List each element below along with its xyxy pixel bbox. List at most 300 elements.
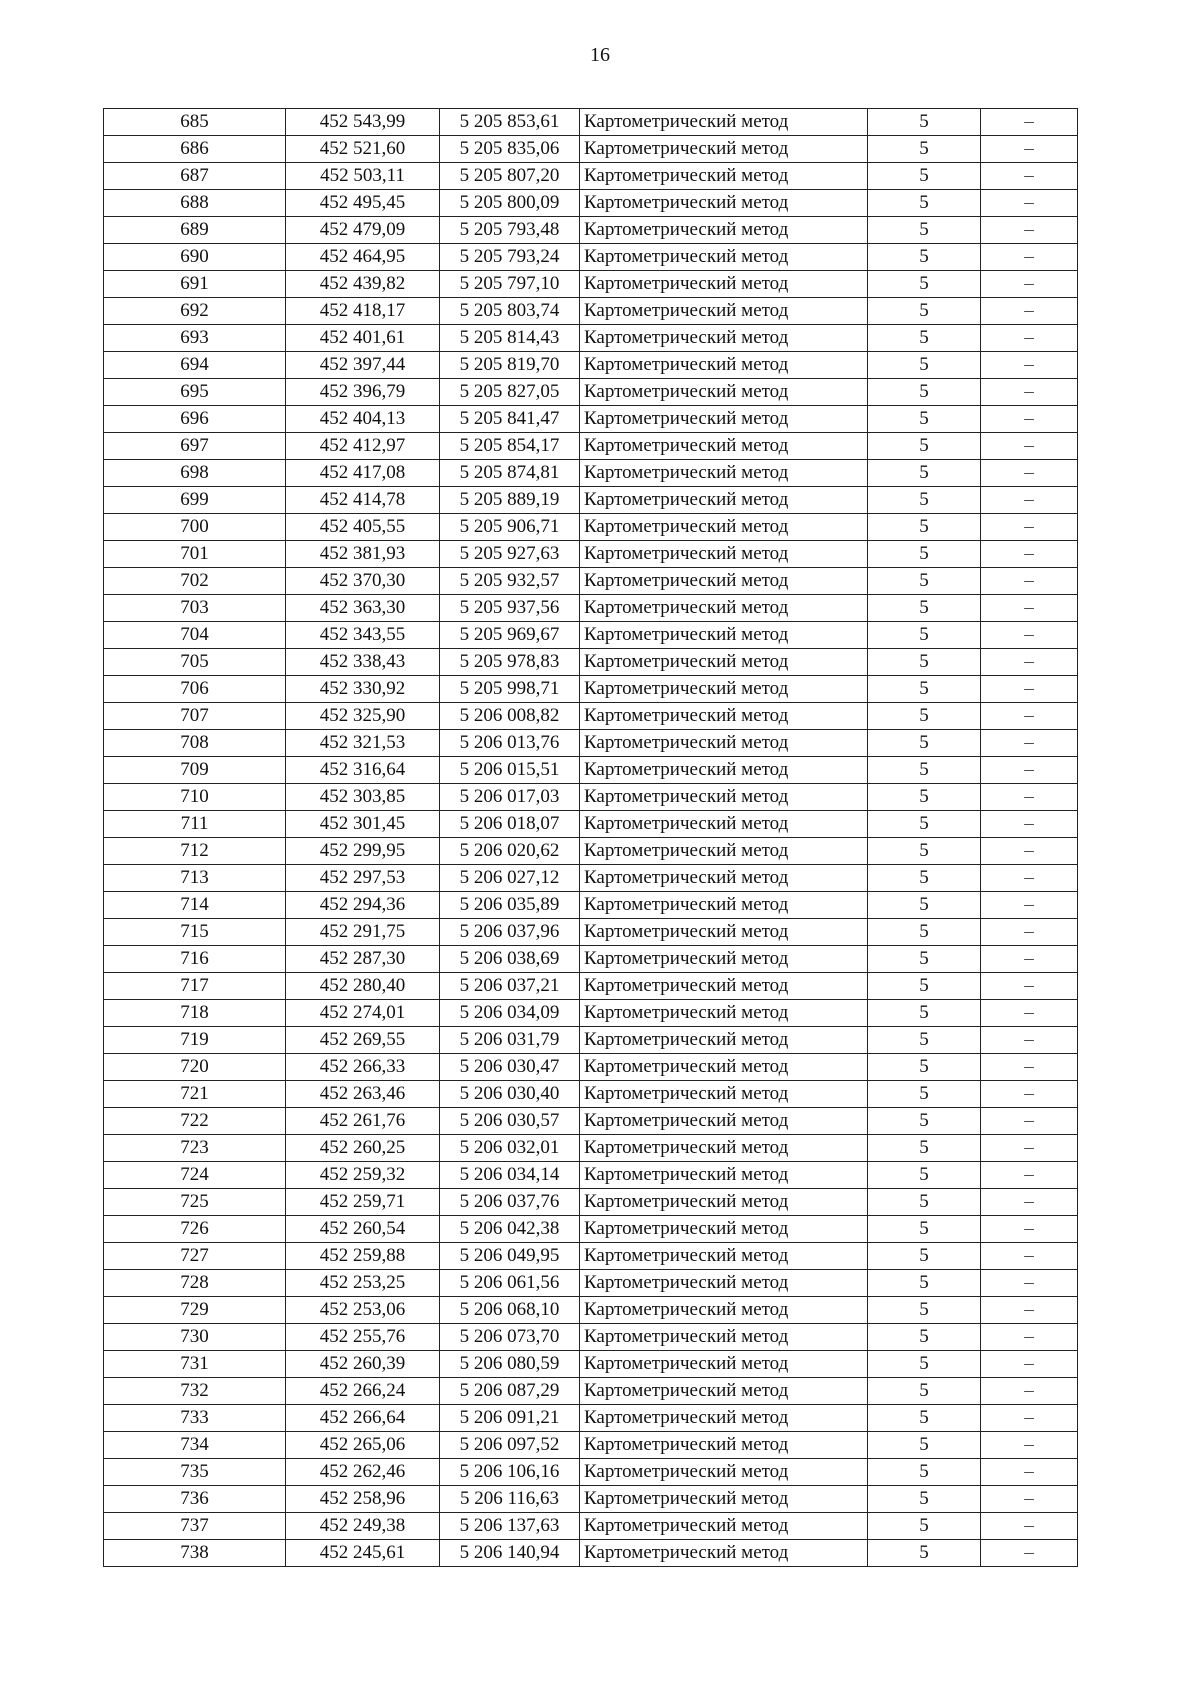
note-cell: – (981, 244, 1078, 271)
precision-cell: 5 (868, 1270, 981, 1297)
coordinate-y-cell: 5 205 793,24 (440, 244, 580, 271)
note-cell: – (981, 541, 1078, 568)
precision-cell: 5 (868, 1297, 981, 1324)
coordinate-y-cell: 5 206 037,96 (440, 919, 580, 946)
precision-cell: 5 (868, 1162, 981, 1189)
precision-cell: 5 (868, 1081, 981, 1108)
precision-cell: 5 (868, 487, 981, 514)
table-row (104, 1243, 1078, 1270)
coordinate-y-cell: 5 206 030,57 (440, 1108, 580, 1135)
note-cell: – (981, 1135, 1078, 1162)
method-cell: Картометрический метод (580, 1351, 868, 1378)
point-number-cell: 717 (104, 973, 286, 1000)
coordinate-x-cell: 452 316,64 (286, 757, 440, 784)
note-cell: – (981, 352, 1078, 379)
table-row (104, 514, 1078, 541)
precision-cell: 5 (868, 190, 981, 217)
method-cell: Картометрический метод (580, 1027, 868, 1054)
coordinate-y-cell: 5 206 087,29 (440, 1378, 580, 1405)
note-cell: – (981, 784, 1078, 811)
method-cell: Картометрический метод (580, 1162, 868, 1189)
precision-cell: 5 (868, 325, 981, 352)
coordinate-y-cell: 5 206 137,63 (440, 1513, 580, 1540)
point-number-cell: 730 (104, 1324, 286, 1351)
method-cell: Картометрический метод (580, 1378, 868, 1405)
coordinate-x-cell: 452 255,76 (286, 1324, 440, 1351)
precision-cell: 5 (868, 1378, 981, 1405)
table-row (104, 1486, 1078, 1513)
point-number-cell: 727 (104, 1243, 286, 1270)
note-cell: – (981, 1297, 1078, 1324)
method-cell: Картометрический метод (580, 1324, 868, 1351)
coordinate-x-cell: 452 299,95 (286, 838, 440, 865)
coordinate-x-cell: 452 401,61 (286, 325, 440, 352)
note-cell: – (981, 1189, 1078, 1216)
table-row (104, 1540, 1078, 1567)
coordinate-x-cell: 452 262,46 (286, 1459, 440, 1486)
coordinate-y-cell: 5 205 841,47 (440, 406, 580, 433)
method-cell: Картометрический метод (580, 541, 868, 568)
table-row (104, 433, 1078, 460)
table-row (104, 757, 1078, 784)
table-row (104, 1027, 1078, 1054)
coordinate-x-cell: 452 363,30 (286, 595, 440, 622)
note-cell: – (981, 136, 1078, 163)
method-cell: Картометрический метод (580, 244, 868, 271)
precision-cell: 5 (868, 1108, 981, 1135)
coordinate-x-cell: 452 266,24 (286, 1378, 440, 1405)
method-cell: Картометрический метод (580, 379, 868, 406)
precision-cell: 5 (868, 460, 981, 487)
table-row (104, 1081, 1078, 1108)
point-number-cell: 693 (104, 325, 286, 352)
point-number-cell: 738 (104, 1540, 286, 1567)
note-cell: – (981, 190, 1078, 217)
method-cell: Картометрический метод (580, 1486, 868, 1513)
precision-cell: 5 (868, 244, 981, 271)
table-row (104, 190, 1078, 217)
table-row (104, 1351, 1078, 1378)
table-row (104, 649, 1078, 676)
coordinate-x-cell: 452 321,53 (286, 730, 440, 757)
coordinate-y-cell: 5 205 827,05 (440, 379, 580, 406)
coordinate-x-cell: 452 301,45 (286, 811, 440, 838)
coordinate-y-cell: 5 206 038,69 (440, 946, 580, 973)
point-number-cell: 720 (104, 1054, 286, 1081)
method-cell: Картометрический метод (580, 1216, 868, 1243)
table-row (104, 676, 1078, 703)
note-cell: – (981, 757, 1078, 784)
note-cell: – (981, 649, 1078, 676)
precision-cell: 5 (868, 676, 981, 703)
coordinate-x-cell: 452 439,82 (286, 271, 440, 298)
coordinate-x-cell: 452 464,95 (286, 244, 440, 271)
note-cell: – (981, 1000, 1078, 1027)
precision-cell: 5 (868, 136, 981, 163)
note-cell: – (981, 703, 1078, 730)
method-cell: Картометрический метод (580, 1081, 868, 1108)
coordinate-x-cell: 452 521,60 (286, 136, 440, 163)
coordinate-x-cell: 452 417,08 (286, 460, 440, 487)
point-number-cell: 716 (104, 946, 286, 973)
method-cell: Картометрический метод (580, 163, 868, 190)
coordinate-y-cell: 5 206 073,70 (440, 1324, 580, 1351)
point-number-cell: 718 (104, 1000, 286, 1027)
coordinate-y-cell: 5 206 027,12 (440, 865, 580, 892)
point-number-cell: 704 (104, 622, 286, 649)
point-number-cell: 737 (104, 1513, 286, 1540)
coordinate-x-cell: 452 343,55 (286, 622, 440, 649)
coordinate-x-cell: 452 418,17 (286, 298, 440, 325)
coordinate-y-cell: 5 205 889,19 (440, 487, 580, 514)
coordinate-y-cell: 5 206 080,59 (440, 1351, 580, 1378)
coordinate-x-cell: 452 253,25 (286, 1270, 440, 1297)
note-cell: – (981, 1405, 1078, 1432)
table-row (104, 568, 1078, 595)
coordinate-y-cell: 5 206 015,51 (440, 757, 580, 784)
table-row (104, 244, 1078, 271)
method-cell: Картометрический метод (580, 1297, 868, 1324)
table-row (104, 379, 1078, 406)
coordinate-x-cell: 452 291,75 (286, 919, 440, 946)
coordinate-y-cell: 5 206 091,21 (440, 1405, 580, 1432)
coordinate-y-cell: 5 206 013,76 (440, 730, 580, 757)
coordinate-y-cell: 5 206 017,03 (440, 784, 580, 811)
method-cell: Картометрический метод (580, 1243, 868, 1270)
method-cell: Картометрический метод (580, 973, 868, 1000)
note-cell: – (981, 811, 1078, 838)
method-cell: Картометрический метод (580, 325, 868, 352)
note-cell: – (981, 271, 1078, 298)
table-row (104, 217, 1078, 244)
note-cell: – (981, 919, 1078, 946)
coordinate-y-cell: 5 205 932,57 (440, 568, 580, 595)
coordinate-x-cell: 452 396,79 (286, 379, 440, 406)
precision-cell: 5 (868, 649, 981, 676)
method-cell: Картометрический метод (580, 514, 868, 541)
note-cell: – (981, 622, 1078, 649)
coordinate-x-cell: 452 404,13 (286, 406, 440, 433)
note-cell: – (981, 1081, 1078, 1108)
table-row (104, 622, 1078, 649)
method-cell: Картометрический метод (580, 460, 868, 487)
point-number-cell: 691 (104, 271, 286, 298)
precision-cell: 5 (868, 1324, 981, 1351)
coordinate-x-cell: 452 260,39 (286, 1351, 440, 1378)
note-cell: – (981, 973, 1078, 1000)
coordinate-x-cell: 452 330,92 (286, 676, 440, 703)
method-cell: Картометрический метод (580, 892, 868, 919)
point-number-cell: 733 (104, 1405, 286, 1432)
precision-cell: 5 (868, 1459, 981, 1486)
precision-cell: 5 (868, 1351, 981, 1378)
note-cell: – (981, 892, 1078, 919)
point-number-cell: 689 (104, 217, 286, 244)
precision-cell: 5 (868, 541, 981, 568)
coordinate-y-cell: 5 205 797,10 (440, 271, 580, 298)
point-number-cell: 723 (104, 1135, 286, 1162)
precision-cell: 5 (868, 1135, 981, 1162)
point-number-cell: 701 (104, 541, 286, 568)
method-cell: Картометрический метод (580, 730, 868, 757)
method-cell: Картометрический метод (580, 1540, 868, 1567)
method-cell: Картометрический метод (580, 622, 868, 649)
table-row (104, 1324, 1078, 1351)
point-number-cell: 719 (104, 1027, 286, 1054)
precision-cell: 5 (868, 622, 981, 649)
precision-cell: 5 (868, 1540, 981, 1567)
note-cell: – (981, 325, 1078, 352)
table-row (104, 136, 1078, 163)
precision-cell: 5 (868, 1189, 981, 1216)
note-cell: – (981, 595, 1078, 622)
precision-cell: 5 (868, 568, 981, 595)
table-row (104, 487, 1078, 514)
coordinate-x-cell: 452 245,61 (286, 1540, 440, 1567)
method-cell: Картометрический метод (580, 217, 868, 244)
point-number-cell: 694 (104, 352, 286, 379)
method-cell: Картометрический метод (580, 1054, 868, 1081)
coordinate-x-cell: 452 543,99 (286, 109, 440, 136)
point-number-cell: 709 (104, 757, 286, 784)
table-row (104, 1459, 1078, 1486)
point-number-cell: 687 (104, 163, 286, 190)
method-cell: Картометрический метод (580, 703, 868, 730)
coordinate-y-cell: 5 205 807,20 (440, 163, 580, 190)
coordinate-y-cell: 5 206 035,89 (440, 892, 580, 919)
coordinate-x-cell: 452 381,93 (286, 541, 440, 568)
coordinate-y-cell: 5 205 803,74 (440, 298, 580, 325)
precision-cell: 5 (868, 217, 981, 244)
coordinate-y-cell: 5 206 116,63 (440, 1486, 580, 1513)
coordinate-y-cell: 5 205 819,70 (440, 352, 580, 379)
precision-cell: 5 (868, 1243, 981, 1270)
coordinate-y-cell: 5 205 800,09 (440, 190, 580, 217)
method-cell: Картометрический метод (580, 1000, 868, 1027)
precision-cell: 5 (868, 595, 981, 622)
table-row (104, 1189, 1078, 1216)
note-cell: – (981, 1054, 1078, 1081)
method-cell: Картометрический метод (580, 271, 868, 298)
coordinate-x-cell: 452 338,43 (286, 649, 440, 676)
coordinate-x-cell: 452 297,53 (286, 865, 440, 892)
precision-cell: 5 (868, 1486, 981, 1513)
precision-cell: 5 (868, 1000, 981, 1027)
method-cell: Картометрический метод (580, 1189, 868, 1216)
coordinate-y-cell: 5 205 835,06 (440, 136, 580, 163)
coordinate-x-cell: 452 294,36 (286, 892, 440, 919)
coordinate-y-cell: 5 205 927,63 (440, 541, 580, 568)
note-cell: – (981, 1270, 1078, 1297)
coordinate-y-cell: 5 206 031,79 (440, 1027, 580, 1054)
table-row (104, 1405, 1078, 1432)
method-cell: Картометрический метод (580, 433, 868, 460)
method-cell: Картометрический метод (580, 1270, 868, 1297)
method-cell: Картометрический метод (580, 1432, 868, 1459)
point-number-cell: 713 (104, 865, 286, 892)
note-cell: – (981, 676, 1078, 703)
point-number-cell: 708 (104, 730, 286, 757)
note-cell: – (981, 865, 1078, 892)
precision-cell: 5 (868, 109, 981, 136)
coordinate-x-cell: 452 325,90 (286, 703, 440, 730)
coordinate-x-cell: 452 263,46 (286, 1081, 440, 1108)
coordinates-table-body (104, 109, 1078, 1567)
method-cell: Картометрический метод (580, 811, 868, 838)
note-cell: – (981, 1351, 1078, 1378)
note-cell: – (981, 1486, 1078, 1513)
coordinate-y-cell: 5 206 140,94 (440, 1540, 580, 1567)
coordinate-y-cell: 5 206 097,52 (440, 1432, 580, 1459)
point-number-cell: 700 (104, 514, 286, 541)
point-number-cell: 735 (104, 1459, 286, 1486)
coordinate-x-cell: 452 370,30 (286, 568, 440, 595)
point-number-cell: 731 (104, 1351, 286, 1378)
table-row (104, 865, 1078, 892)
point-number-cell: 721 (104, 1081, 286, 1108)
coordinate-y-cell: 5 205 937,56 (440, 595, 580, 622)
coordinate-y-cell: 5 206 008,82 (440, 703, 580, 730)
method-cell: Картометрический метод (580, 676, 868, 703)
table-row (104, 892, 1078, 919)
method-cell: Картометрический метод (580, 298, 868, 325)
method-cell: Картометрический метод (580, 1108, 868, 1135)
coordinates-table (103, 108, 1078, 1567)
note-cell: – (981, 217, 1078, 244)
coordinate-y-cell: 5 205 854,17 (440, 433, 580, 460)
precision-cell: 5 (868, 1405, 981, 1432)
method-cell: Картометрический метод (580, 1459, 868, 1486)
table-row (104, 271, 1078, 298)
point-number-cell: 724 (104, 1162, 286, 1189)
method-cell: Картометрический метод (580, 919, 868, 946)
table-row (104, 946, 1078, 973)
coordinate-y-cell: 5 205 906,71 (440, 514, 580, 541)
coordinate-x-cell: 452 479,09 (286, 217, 440, 244)
precision-cell: 5 (868, 865, 981, 892)
table-row (104, 1378, 1078, 1405)
precision-cell: 5 (868, 1513, 981, 1540)
table-row (104, 838, 1078, 865)
coordinate-y-cell: 5 205 969,67 (440, 622, 580, 649)
note-cell: – (981, 946, 1078, 973)
coordinate-x-cell: 452 259,71 (286, 1189, 440, 1216)
table-row (104, 163, 1078, 190)
precision-cell: 5 (868, 271, 981, 298)
method-cell: Картометрический метод (580, 649, 868, 676)
coordinate-y-cell: 5 206 061,56 (440, 1270, 580, 1297)
table-row (104, 1000, 1078, 1027)
table-row (104, 1297, 1078, 1324)
coordinate-x-cell: 452 259,88 (286, 1243, 440, 1270)
method-cell: Картометрический метод (580, 784, 868, 811)
coordinate-y-cell: 5 205 998,71 (440, 676, 580, 703)
coordinate-x-cell: 452 503,11 (286, 163, 440, 190)
note-cell: – (981, 433, 1078, 460)
precision-cell: 5 (868, 703, 981, 730)
table-row (104, 1513, 1078, 1540)
point-number-cell: 722 (104, 1108, 286, 1135)
coordinate-y-cell: 5 206 018,07 (440, 811, 580, 838)
table-row (104, 811, 1078, 838)
point-number-cell: 688 (104, 190, 286, 217)
method-cell: Картометрический метод (580, 109, 868, 136)
point-number-cell: 710 (104, 784, 286, 811)
coordinate-y-cell: 5 205 853,61 (440, 109, 580, 136)
method-cell: Картометрический метод (580, 1135, 868, 1162)
table-row (104, 784, 1078, 811)
note-cell: – (981, 1324, 1078, 1351)
precision-cell: 5 (868, 892, 981, 919)
table-row (104, 703, 1078, 730)
point-number-cell: 707 (104, 703, 286, 730)
precision-cell: 5 (868, 757, 981, 784)
coordinate-x-cell: 452 258,96 (286, 1486, 440, 1513)
note-cell: – (981, 1432, 1078, 1459)
note-cell: – (981, 163, 1078, 190)
point-number-cell: 732 (104, 1378, 286, 1405)
coordinate-x-cell: 452 266,33 (286, 1054, 440, 1081)
method-cell: Картометрический метод (580, 1513, 868, 1540)
note-cell: – (981, 1513, 1078, 1540)
method-cell: Картометрический метод (580, 757, 868, 784)
method-cell: Картометрический метод (580, 190, 868, 217)
coordinate-y-cell: 5 206 030,40 (440, 1081, 580, 1108)
note-cell: – (981, 1459, 1078, 1486)
table-row (104, 352, 1078, 379)
method-cell: Картометрический метод (580, 568, 868, 595)
note-cell: – (981, 1162, 1078, 1189)
table-row (104, 1270, 1078, 1297)
precision-cell: 5 (868, 1054, 981, 1081)
note-cell: – (981, 460, 1078, 487)
coordinate-y-cell: 5 206 106,16 (440, 1459, 580, 1486)
coordinate-y-cell: 5 205 874,81 (440, 460, 580, 487)
note-cell: – (981, 379, 1078, 406)
point-number-cell: 706 (104, 676, 286, 703)
coordinate-y-cell: 5 205 978,83 (440, 649, 580, 676)
precision-cell: 5 (868, 433, 981, 460)
point-number-cell: 703 (104, 595, 286, 622)
point-number-cell: 696 (104, 406, 286, 433)
coordinate-x-cell: 452 260,25 (286, 1135, 440, 1162)
coordinate-x-cell: 452 495,45 (286, 190, 440, 217)
note-cell: – (981, 838, 1078, 865)
table-row (104, 325, 1078, 352)
precision-cell: 5 (868, 1216, 981, 1243)
point-number-cell: 712 (104, 838, 286, 865)
table-row (104, 730, 1078, 757)
precision-cell: 5 (868, 784, 981, 811)
method-cell: Картометрический метод (580, 946, 868, 973)
precision-cell: 5 (868, 298, 981, 325)
coordinate-x-cell: 452 266,64 (286, 1405, 440, 1432)
precision-cell: 5 (868, 352, 981, 379)
coordinate-y-cell: 5 206 032,01 (440, 1135, 580, 1162)
precision-cell: 5 (868, 406, 981, 433)
precision-cell: 5 (868, 1432, 981, 1459)
coordinate-x-cell: 452 412,97 (286, 433, 440, 460)
precision-cell: 5 (868, 379, 981, 406)
table-row (104, 1216, 1078, 1243)
point-number-cell: 697 (104, 433, 286, 460)
point-number-cell: 698 (104, 460, 286, 487)
point-number-cell: 729 (104, 1297, 286, 1324)
point-number-cell: 702 (104, 568, 286, 595)
coordinate-x-cell: 452 303,85 (286, 784, 440, 811)
method-cell: Картометрический метод (580, 838, 868, 865)
coordinate-x-cell: 452 261,76 (286, 1108, 440, 1135)
